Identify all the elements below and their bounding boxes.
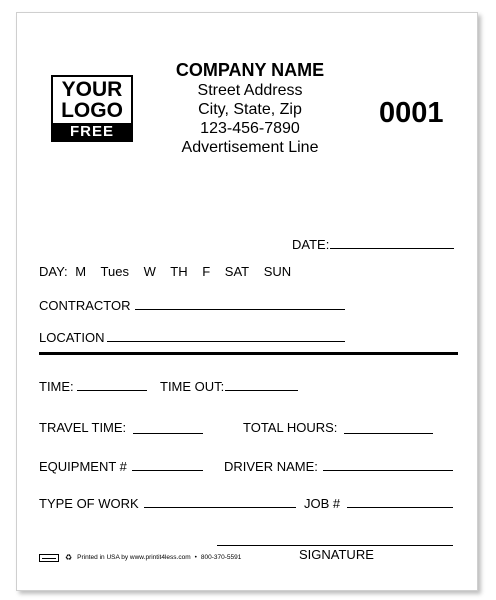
logo-line2: LOGO — [61, 99, 123, 122]
driver-name-label: DRIVER NAME: — [224, 459, 318, 474]
union-label-icon — [39, 554, 59, 562]
company-phone: 123-456-7890 — [200, 120, 300, 137]
city-state-zip: City, State, Zip — [198, 101, 302, 118]
location-label: LOCATION — [39, 330, 105, 345]
logo-line1: YOUR — [61, 78, 123, 101]
time-line[interactable] — [77, 390, 147, 391]
company-name: COMPANY NAME — [175, 60, 325, 80]
type-of-work-label: TYPE OF WORK — [39, 496, 139, 511]
day-m[interactable]: M — [75, 264, 87, 279]
time-out-label: TIME OUT: — [160, 379, 225, 394]
type-of-work-line[interactable] — [144, 507, 296, 508]
day-label: DAY: — [39, 264, 68, 279]
contractor-line[interactable] — [135, 309, 345, 310]
footer-bullet: • — [194, 554, 197, 561]
signature-label: SIGNATURE — [299, 547, 374, 562]
day-th[interactable]: TH — [170, 264, 188, 279]
travel-time-line[interactable] — [133, 433, 203, 434]
date-label: DATE: — [292, 237, 330, 252]
total-hours-label: TOTAL HOURS: — [243, 420, 338, 435]
contractor-label: CONTRACTOR — [39, 298, 131, 313]
day-row — [39, 264, 302, 279]
day-f[interactable]: F — [202, 264, 211, 279]
day-w[interactable]: W — [143, 264, 156, 279]
job-line[interactable] — [347, 507, 453, 508]
company-header — [157, 59, 343, 157]
form-sheet — [16, 12, 478, 591]
time-label: TIME: — [39, 379, 74, 394]
logo-free-badge: FREE — [53, 123, 131, 140]
printed-by-text: Printed in USA by www.printit4less.com — [77, 554, 191, 561]
day-tues[interactable]: Tues — [100, 264, 129, 279]
recycle-icon: ♻ — [65, 553, 73, 562]
travel-time-label: TRAVEL TIME: — [39, 420, 127, 435]
total-hours-line[interactable] — [344, 433, 433, 434]
time-out-line[interactable] — [225, 390, 298, 391]
signature-line[interactable] — [217, 545, 453, 546]
driver-name-line[interactable] — [323, 470, 453, 471]
form-number: 0001 — [379, 97, 444, 129]
printer-phone: 800-370-5591 — [200, 554, 242, 561]
equipment-line[interactable] — [132, 470, 203, 471]
advertisement-line: Advertisement Line — [181, 139, 319, 156]
street-address: Street Address — [197, 82, 303, 99]
printer-footer — [39, 553, 241, 562]
day-sat[interactable]: SAT — [224, 264, 250, 279]
section-divider — [39, 352, 458, 355]
day-sun[interactable]: SUN — [263, 264, 292, 279]
logo-placeholder — [51, 75, 133, 142]
job-label: JOB # — [304, 496, 341, 511]
date-line[interactable] — [330, 248, 454, 249]
location-line[interactable] — [107, 341, 345, 342]
equipment-label: EQUIPMENT # — [39, 459, 127, 474]
